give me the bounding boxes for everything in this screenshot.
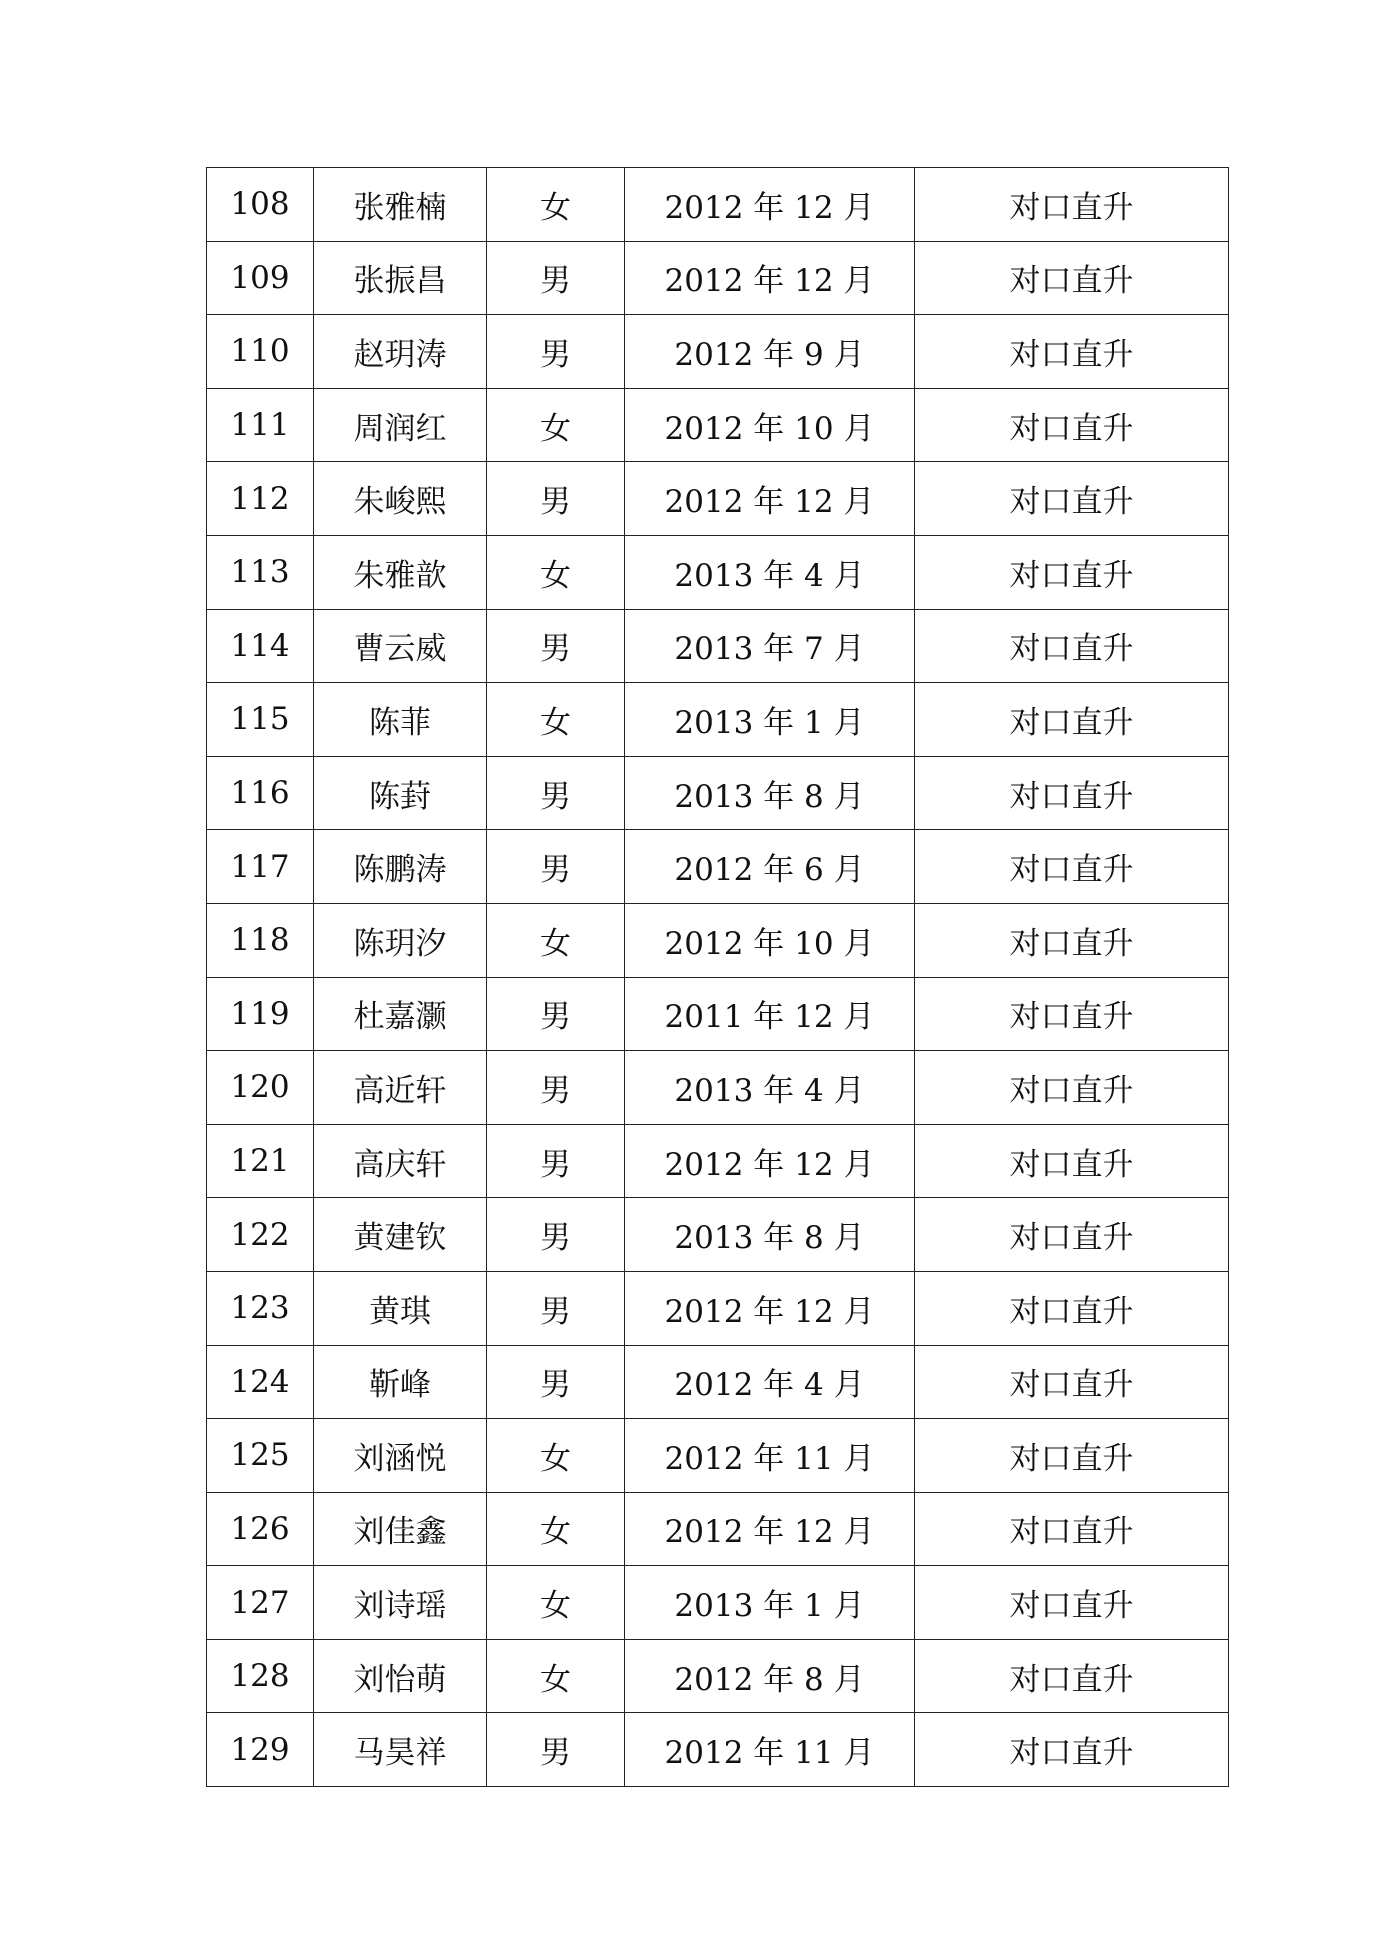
birth-date-cell: 2013 年 8 月 [625, 1198, 915, 1272]
table-row [207, 1713, 1229, 1787]
row-number-cell: 111 [207, 388, 314, 462]
student-name-cell: 陈菲 [314, 683, 487, 757]
admission-type-cell: 对口直升 [915, 1566, 1229, 1640]
row-number-cell: 112 [207, 462, 314, 536]
gender-cell: 男 [487, 1271, 625, 1345]
student-name-cell: 黄建钦 [314, 1198, 487, 1272]
student-name-cell: 张雅楠 [314, 168, 487, 242]
gender-cell: 男 [487, 241, 625, 315]
birth-date-cell: 2013 年 1 月 [625, 1566, 915, 1640]
student-name-cell: 朱峻熙 [314, 462, 487, 536]
admission-type-cell: 对口直升 [915, 1419, 1229, 1493]
table-row [207, 756, 1229, 830]
row-number-cell: 128 [207, 1639, 314, 1713]
student-name-cell: 陈鹏涛 [314, 830, 487, 904]
birth-date-cell: 2012 年 12 月 [625, 241, 915, 315]
admission-type-cell: 对口直升 [915, 1124, 1229, 1198]
admission-type-cell: 对口直升 [915, 1492, 1229, 1566]
gender-cell: 女 [487, 1639, 625, 1713]
table-row [207, 977, 1229, 1051]
student-list-table [206, 167, 1229, 1787]
gender-cell: 男 [487, 1198, 625, 1272]
student-name-cell: 朱雅歆 [314, 535, 487, 609]
birth-date-cell: 2013 年 4 月 [625, 1051, 915, 1125]
table-row [207, 315, 1229, 389]
gender-cell: 女 [487, 168, 625, 242]
birth-date-cell: 2013 年 1 月 [625, 683, 915, 757]
student-name-cell: 赵玥涛 [314, 315, 487, 389]
birth-date-cell: 2013 年 4 月 [625, 535, 915, 609]
gender-cell: 男 [487, 977, 625, 1051]
row-number-cell: 122 [207, 1198, 314, 1272]
table-row [207, 241, 1229, 315]
row-number-cell: 117 [207, 830, 314, 904]
gender-cell: 男 [487, 830, 625, 904]
row-number-cell: 119 [207, 977, 314, 1051]
birth-date-cell: 2011 年 12 月 [625, 977, 915, 1051]
birth-date-cell: 2013 年 7 月 [625, 609, 915, 683]
admission-type-cell: 对口直升 [915, 830, 1229, 904]
admission-type-cell: 对口直升 [915, 609, 1229, 683]
birth-date-cell: 2012 年 12 月 [625, 1492, 915, 1566]
student-name-cell: 刘涵悦 [314, 1419, 487, 1493]
gender-cell: 女 [487, 535, 625, 609]
gender-cell: 女 [487, 1566, 625, 1640]
row-number-cell: 123 [207, 1271, 314, 1345]
row-number-cell: 108 [207, 168, 314, 242]
table-row [207, 1198, 1229, 1272]
row-number-cell: 127 [207, 1566, 314, 1640]
table-row [207, 462, 1229, 536]
row-number-cell: 110 [207, 315, 314, 389]
gender-cell: 女 [487, 683, 625, 757]
row-number-cell: 118 [207, 903, 314, 977]
table-row [207, 1566, 1229, 1640]
admission-type-cell: 对口直升 [915, 168, 1229, 242]
table-row [207, 1345, 1229, 1419]
gender-cell: 男 [487, 1051, 625, 1125]
student-name-cell: 高庆轩 [314, 1124, 487, 1198]
birth-date-cell: 2012 年 10 月 [625, 903, 915, 977]
student-name-cell: 张振昌 [314, 241, 487, 315]
gender-cell: 男 [487, 315, 625, 389]
table-row [207, 1419, 1229, 1493]
table-row [207, 1051, 1229, 1125]
gender-cell: 男 [487, 1345, 625, 1419]
birth-date-cell: 2012 年 12 月 [625, 1124, 915, 1198]
birth-date-cell: 2012 年 4 月 [625, 1345, 915, 1419]
gender-cell: 男 [487, 462, 625, 536]
table-row [207, 830, 1229, 904]
admission-type-cell: 对口直升 [915, 1713, 1229, 1787]
gender-cell: 男 [487, 756, 625, 830]
admission-type-cell: 对口直升 [915, 462, 1229, 536]
admission-type-cell: 对口直升 [915, 1639, 1229, 1713]
student-name-cell: 周润红 [314, 388, 487, 462]
admission-type-cell: 对口直升 [915, 241, 1229, 315]
row-number-cell: 129 [207, 1713, 314, 1787]
gender-cell: 女 [487, 1419, 625, 1493]
table-row [207, 609, 1229, 683]
student-name-cell: 陈葑 [314, 756, 487, 830]
student-name-cell: 曹云威 [314, 609, 487, 683]
table-row [207, 903, 1229, 977]
row-number-cell: 121 [207, 1124, 314, 1198]
row-number-cell: 125 [207, 1419, 314, 1493]
row-number-cell: 109 [207, 241, 314, 315]
gender-cell: 女 [487, 1492, 625, 1566]
student-list-body [207, 168, 1229, 1787]
admission-type-cell: 对口直升 [915, 1271, 1229, 1345]
table-row [207, 388, 1229, 462]
admission-type-cell: 对口直升 [915, 1198, 1229, 1272]
row-number-cell: 124 [207, 1345, 314, 1419]
birth-date-cell: 2012 年 11 月 [625, 1713, 915, 1787]
row-number-cell: 126 [207, 1492, 314, 1566]
student-name-cell: 马昊祥 [314, 1713, 487, 1787]
birth-date-cell: 2012 年 11 月 [625, 1419, 915, 1493]
table-row [207, 1124, 1229, 1198]
birth-date-cell: 2013 年 8 月 [625, 756, 915, 830]
gender-cell: 男 [487, 609, 625, 683]
birth-date-cell: 2012 年 10 月 [625, 388, 915, 462]
gender-cell: 女 [487, 903, 625, 977]
student-name-cell: 黄琪 [314, 1271, 487, 1345]
row-number-cell: 120 [207, 1051, 314, 1125]
table-row [207, 1492, 1229, 1566]
admission-type-cell: 对口直升 [915, 756, 1229, 830]
admission-type-cell: 对口直升 [915, 683, 1229, 757]
admission-type-cell: 对口直升 [915, 903, 1229, 977]
gender-cell: 男 [487, 1713, 625, 1787]
birth-date-cell: 2012 年 12 月 [625, 462, 915, 536]
birth-date-cell: 2012 年 9 月 [625, 315, 915, 389]
table-row [207, 535, 1229, 609]
admission-type-cell: 对口直升 [915, 1345, 1229, 1419]
row-number-cell: 113 [207, 535, 314, 609]
admission-type-cell: 对口直升 [915, 535, 1229, 609]
table-row [207, 168, 1229, 242]
birth-date-cell: 2012 年 8 月 [625, 1639, 915, 1713]
student-name-cell: 高近轩 [314, 1051, 487, 1125]
admission-type-cell: 对口直升 [915, 1051, 1229, 1125]
birth-date-cell: 2012 年 12 月 [625, 1271, 915, 1345]
student-name-cell: 刘诗瑶 [314, 1566, 487, 1640]
gender-cell: 女 [487, 388, 625, 462]
student-name-cell: 刘佳鑫 [314, 1492, 487, 1566]
row-number-cell: 114 [207, 609, 314, 683]
admission-type-cell: 对口直升 [915, 315, 1229, 389]
table-row [207, 1639, 1229, 1713]
table-row [207, 1271, 1229, 1345]
birth-date-cell: 2012 年 6 月 [625, 830, 915, 904]
row-number-cell: 115 [207, 683, 314, 757]
admission-type-cell: 对口直升 [915, 388, 1229, 462]
birth-date-cell: 2012 年 12 月 [625, 168, 915, 242]
row-number-cell: 116 [207, 756, 314, 830]
student-name-cell: 靳峰 [314, 1345, 487, 1419]
admission-type-cell: 对口直升 [915, 977, 1229, 1051]
student-name-cell: 杜嘉灏 [314, 977, 487, 1051]
gender-cell: 男 [487, 1124, 625, 1198]
table-row [207, 683, 1229, 757]
student-name-cell: 陈玥汐 [314, 903, 487, 977]
student-name-cell: 刘怡萌 [314, 1639, 487, 1713]
